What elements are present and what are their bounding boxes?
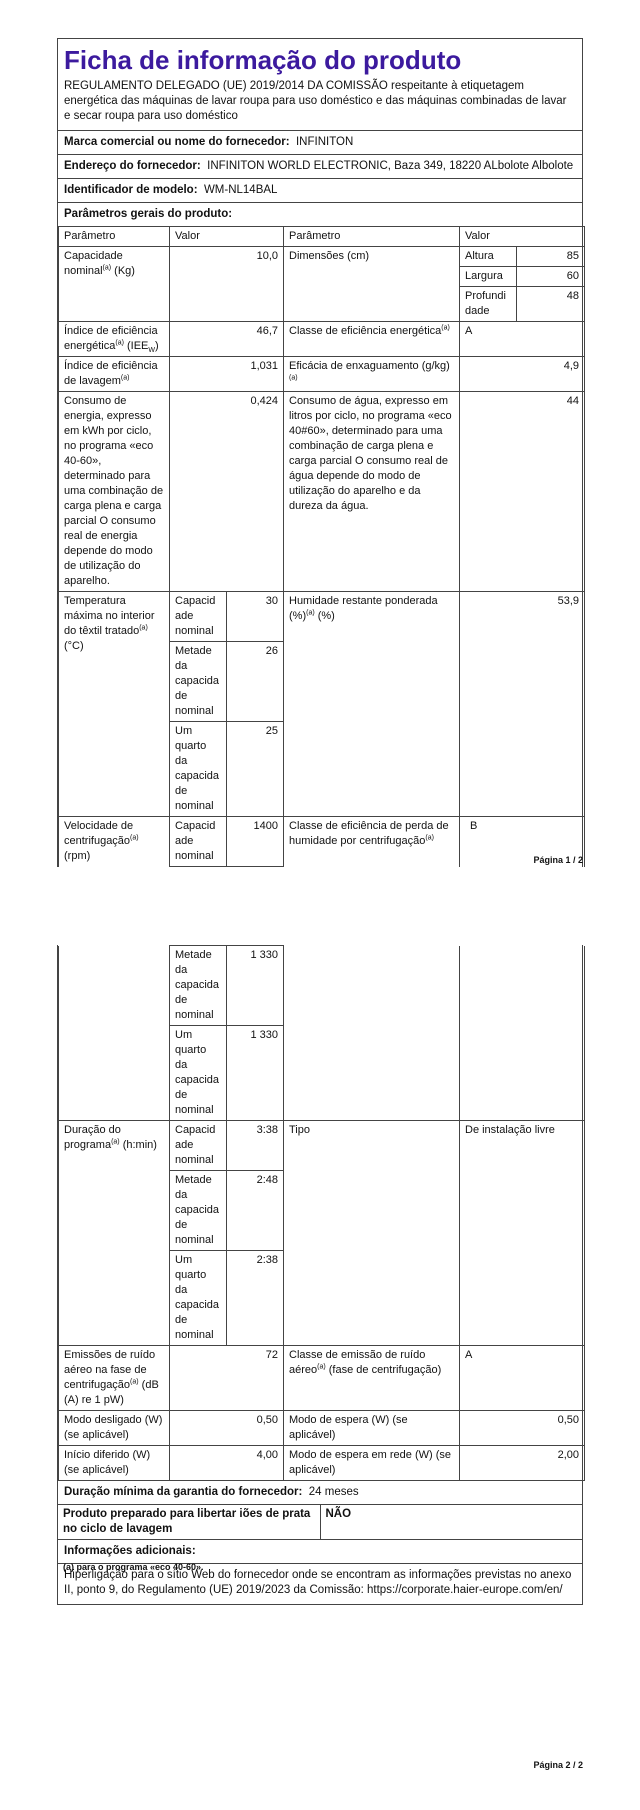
param-cell: Emissões de ruído aéreo na fase de centrifugação$^{(a)}$ (dB (A) re 1 pW) — [59, 1346, 170, 1411]
param-cell: Consumo de energia, expresso em kWh por ciclo, no programa «eco 40-60», determinado para uma combinação de carga plena e carga parcial O consumo real de energia depende do modo de utilização do aparelho. — [59, 392, 170, 592]
table-row — [59, 946, 585, 1026]
dim-value: 60 — [517, 267, 585, 287]
supplier-address-row — [58, 154, 582, 178]
page-number: Página 1 / 2 — [533, 855, 583, 865]
sub-value: 30 — [227, 592, 284, 642]
table-row — [59, 322, 585, 357]
sub-label: Capacidade nominal — [170, 592, 227, 642]
sub-value: 1 330 — [227, 1026, 284, 1121]
table-row — [59, 592, 585, 642]
sub-value: 1400 — [227, 817, 284, 867]
page-2 — [0, 905, 640, 1810]
sub-label: Metade da capacidade nominal — [170, 946, 227, 1026]
address-value: INFINITON WORLD ELECTRONIC, Baza 349, 18220 ALbolote Albolote — [207, 160, 574, 172]
params-table-p1 — [58, 226, 585, 867]
param-cell: Dimensões (cm) — [284, 247, 460, 322]
header-value: Valor — [170, 227, 284, 247]
value-cell: A — [460, 322, 585, 357]
silver-ion-label: Produto preparado para libertar iões de prata no ciclo de lavagem — [58, 1505, 320, 1540]
table-row — [59, 392, 585, 592]
page-number: Página 2 / 2 — [533, 1760, 583, 1770]
table-row — [59, 247, 585, 267]
param-cell-continued — [284, 946, 460, 1121]
table-row — [59, 817, 585, 867]
param-cell: Índice de eficiência de lavagem$^{(a)}$ — [59, 357, 170, 392]
table-row — [59, 1346, 585, 1411]
dim-value: 85 — [517, 247, 585, 267]
value-cell: 46,7 — [170, 322, 284, 357]
sub-value: 26 — [227, 642, 284, 722]
dim-value: 48 — [517, 287, 585, 322]
additional-info-text: Hiperligação para o sítio Web do fornecedor onde se encontram as informações previstas no anexo II, ponto 9, do Regulamento (UE) 2019/2023 da Comissão: https://corporate.haier-europe.com/en/ — [58, 1563, 582, 1604]
param-cell: Modo de espera em rede (W) (se aplicável) — [284, 1446, 460, 1481]
header-param: Parâmetro — [59, 227, 170, 247]
table-header-row — [59, 227, 585, 247]
param-cell: Tipo — [284, 1121, 460, 1346]
additional-info-heading: Informações adicionais: — [64, 1545, 196, 1557]
value-cell: 0,424 — [170, 392, 284, 592]
warranty-value: 24 meses — [308, 1486, 359, 1498]
sub-label: Capacidade nominal — [170, 817, 227, 867]
param-cell: Modo de espera (W) (se aplicável) — [284, 1411, 460, 1446]
warranty-row — [58, 1481, 582, 1504]
table-row — [59, 1121, 585, 1171]
model-label: Identificador de modelo: — [64, 184, 198, 196]
sub-value: 2:38 — [227, 1251, 284, 1346]
sub-label: Capacidade nominal — [170, 1121, 227, 1171]
value-cell: De instalação livre — [460, 1121, 585, 1346]
sub-label: Metade da capacidade nominal — [170, 1171, 227, 1251]
param-cell: Classe de eficiência de perda de humidade por centrifugação$^{(a)}$ — [284, 817, 460, 867]
param-cell: Início diferido (W) (se aplicável) — [59, 1446, 170, 1481]
param-cell: Eficácia de enxaguamento $(g/kg)^{(a)}$ — [284, 357, 460, 392]
value-cell-continued — [460, 946, 585, 1121]
value-cell: 2,00 — [460, 1446, 585, 1481]
param-cell: Classe de emissão de ruído aéreo$^{(a)}$ (fase de centrifugação) — [284, 1346, 460, 1411]
value-cell: 4,9 — [460, 357, 585, 392]
sub-label: Um quarto da capacidade nominal — [170, 1251, 227, 1346]
param-cell: Velocidade de centrifugação$^{(a)}$ (rpm) — [59, 817, 170, 867]
param-cell: Temperatura máxima no interior do têxtil tratado$^{(a)}$ (°C) — [59, 592, 170, 817]
supplier-brand-row — [58, 130, 582, 154]
sub-label: Um quarto da capacidade nominal — [170, 722, 227, 817]
silver-ion-table — [58, 1504, 582, 1540]
sub-value: 3:38 — [227, 1121, 284, 1171]
table-row — [59, 357, 585, 392]
page-title: Ficha de informação do produto — [64, 45, 462, 75]
param-cell: Duração do programa$^{(a)}$ (h:min) — [59, 1121, 170, 1346]
table-row — [58, 1505, 582, 1540]
footnote: (a) para o programa «eco 40-60». — [63, 1562, 204, 1572]
general-params-heading: Parâmetros gerais do produto: — [58, 202, 582, 226]
value-cell: A — [460, 1346, 585, 1411]
sub-value: 2:48 — [227, 1171, 284, 1251]
info-sheet-frame — [57, 38, 583, 867]
silver-ion-value: NÃO — [320, 1505, 582, 1540]
model-value: WM-NL14BAL — [203, 184, 278, 196]
regulation-text: REGULAMENTO DELEGADO (UE) 2019/2014 DA COMISSÃO respeitante à etiquetagem energética das máquinas de lavar roupa para uso doméstico e das máquinas combinadas de lavar e secar roupa para uso doméstico — [64, 80, 567, 122]
address-label: Endereço do fornecedor: — [64, 160, 201, 172]
value-cell: 0,50 — [170, 1411, 284, 1446]
model-row — [58, 178, 582, 202]
param-cell: Consumo de água, expresso em litros por ciclo, no programa «eco 40#60», determinado para uma combinação de carga plena e carga parcial O consumo real de água depende do modo de utilização do aparelho e da dureza da água. — [284, 392, 460, 592]
sub-value: 1 330 — [227, 946, 284, 1026]
header-value-2: Valor — [460, 227, 585, 247]
value-cell: 1,031 — [170, 357, 284, 392]
param-cell: Modo desligado (W) (se aplicável) — [59, 1411, 170, 1446]
sub-label: Metade da capacidade nominal — [170, 642, 227, 722]
value-cell: 44 — [460, 392, 585, 592]
sub-label: Um quarto da capacidade nominal — [170, 1026, 227, 1121]
dim-label: Altura — [460, 247, 517, 267]
value-cell: 72 — [170, 1346, 284, 1411]
param-cell: Índice de eficiência energética$^{(a)}$ $(IEE_W)$ — [59, 322, 170, 357]
value-cell: 0,50 — [460, 1411, 585, 1446]
info-sheet-frame-continued — [57, 945, 583, 1605]
params-table-p2 — [58, 945, 585, 1481]
table-row — [59, 1411, 585, 1446]
header-param-2: Parâmetro — [284, 227, 460, 247]
brand-value: INFINITON — [295, 136, 354, 148]
param-cell: Capacidade nominal$^{(a)}$ (Kg) — [59, 247, 170, 322]
value-cell: 53,9 — [460, 592, 585, 817]
param-cell: Humidade restante ponderada (%)$^{(a)}$ (%) — [284, 592, 460, 817]
dim-label: Profundidade — [460, 287, 517, 322]
brand-label: Marca comercial ou nome do fornecedor: — [64, 136, 290, 148]
sub-value: 25 — [227, 722, 284, 817]
param-cell: Classe de eficiência energética$^{(a)}$ — [284, 322, 460, 357]
param-cell-continued — [59, 946, 170, 1121]
warranty-label: Duração mínima da garantia do fornecedor: — [64, 1486, 303, 1498]
dim-label: Largura — [460, 267, 517, 287]
value-cell: 10,0 — [170, 247, 284, 322]
value-cell: B — [460, 817, 585, 867]
value-cell: 4,00 — [170, 1446, 284, 1481]
table-row — [59, 1446, 585, 1481]
